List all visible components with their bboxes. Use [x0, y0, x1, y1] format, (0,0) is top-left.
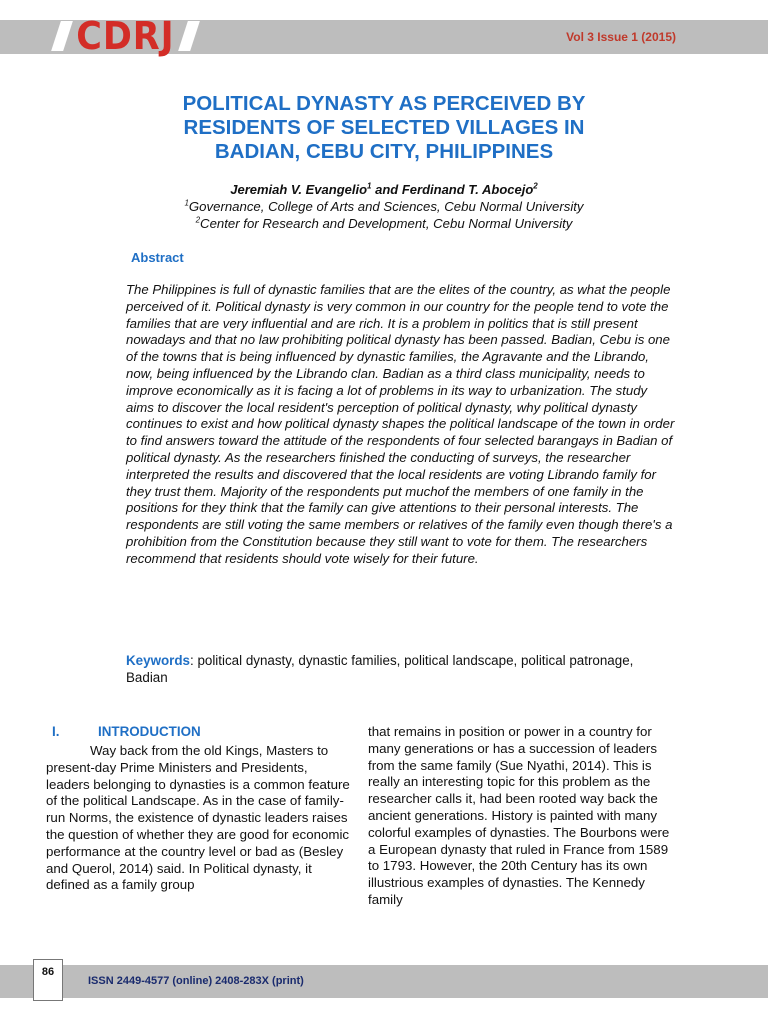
logo-text: CDRJ	[76, 14, 175, 58]
keywords-text: : political dynasty, dynastic families, political landscape, political patronage, Badian	[126, 653, 634, 685]
page-number: 86	[33, 959, 63, 1001]
affiliation-1-text: Governance, College of Arts and Sciences, Cebu Normal University	[188, 199, 584, 214]
title-line-2: RESIDENTS OF SELECTED VILLAGES IN	[183, 116, 585, 139]
affiliation-2-sup: 2	[195, 215, 201, 225]
volume-issue: Vol 3 Issue 1 (2015)	[566, 30, 676, 44]
title-line-3: BADIAN, CEBU CITY, PHILIPPINES	[214, 140, 554, 163]
affiliation-1	[0, 199, 768, 214]
affiliation-2-text: Center for Research and Development, Cebu Normal University	[200, 216, 573, 231]
keywords-label: Keywords	[126, 653, 190, 668]
author-1: Jeremiah V. Evangelio	[230, 182, 368, 197]
right-column	[368, 724, 678, 909]
issn-text: ISSN 2449-4577 (online) 2408-283X (print)	[88, 975, 304, 987]
author-2-sup: 2	[533, 181, 538, 191]
author-1-sup: 1	[367, 181, 372, 191]
author-connector: and	[371, 182, 402, 197]
affiliation-1-sup: 1	[184, 198, 189, 208]
section-title: INTRODUCTION	[98, 724, 201, 739]
introduction-left-text: Way back from the old Kings, Masters to present-day Prime Ministers and Presidents, leaders belonging to dynasties is a common feature of the political Landscape. As in the case of family-run Norms, the existence of dynastic leaders raises the question of whether they are good for economic performance at the country level or bad as (Besley and Querol, 2014) said. In Political dynasty, it defined as a family group	[46, 743, 350, 893]
journal-logo	[56, 12, 195, 60]
keywords	[126, 652, 646, 686]
affiliation-2	[0, 216, 768, 231]
authors	[0, 182, 768, 197]
abstract-heading: Abstract	[131, 250, 184, 265]
section-heading-introduction	[46, 724, 354, 739]
left-column	[46, 724, 354, 894]
paper-title	[70, 92, 698, 164]
section-number: I.	[52, 724, 60, 739]
introduction-right-text: that remains in position or power in a country for many generations or has a succession of leaders from the same family (Sue Nyathi, 2014). This is really an interesting topic for this problem as the researcher calls it, had been rooted way back the ancient generations. History is painted with many colorful examples of dynasties. The Bourbons were a European dynasty that ruled in France from 1589 to 1793. However, the 20th Century has its own illustrious examples of dynasties. The Kennedy family	[368, 724, 670, 907]
abstract-text: The Philippines is full of dynastic families that are the elites of the country, as what the people perceived of it. Political dynasty is very common in our country for the people tend to vote the families that are very influential and are rich. It is a problem in politics that is still present nowadays and that no law prohibiting political dynasty has been passed. Badian, Cebu is one of the towns that is being influenced by dynastic families, the Agravante and the Librando, now, being influenced by the Librando clan. Badian as a third class municipality, needs to improve economically as it is facing a lot of problems in its way to urbanization. The study aims to discover the local resident's perception of political dynasty, why political dynasty continues to exist and how political dynasty shapes the political landscape of the town in order to find answers toward the attitude of the respondents of four selected barangays in Badian of political dynasty. As the researchers finished the conducting of surveys, the researcher interpreted the results and discovered that the local residents are voting Librando family for they trust them. Majority of the respondents put muchof the members of one family in the positions for they think that the family can give attentions to their personal interests. The respondents are still voting the same members or relatives of the family even though there's a prohibition from the Constitution because they still want to vote for them. The researchers recommend that residents should vote wisely for their future.	[126, 282, 675, 566]
title-line-1: POLITICAL DYNASTY AS PERCEIVED BY	[182, 92, 586, 115]
author-2: Ferdinand T. Abocejo	[401, 182, 534, 197]
